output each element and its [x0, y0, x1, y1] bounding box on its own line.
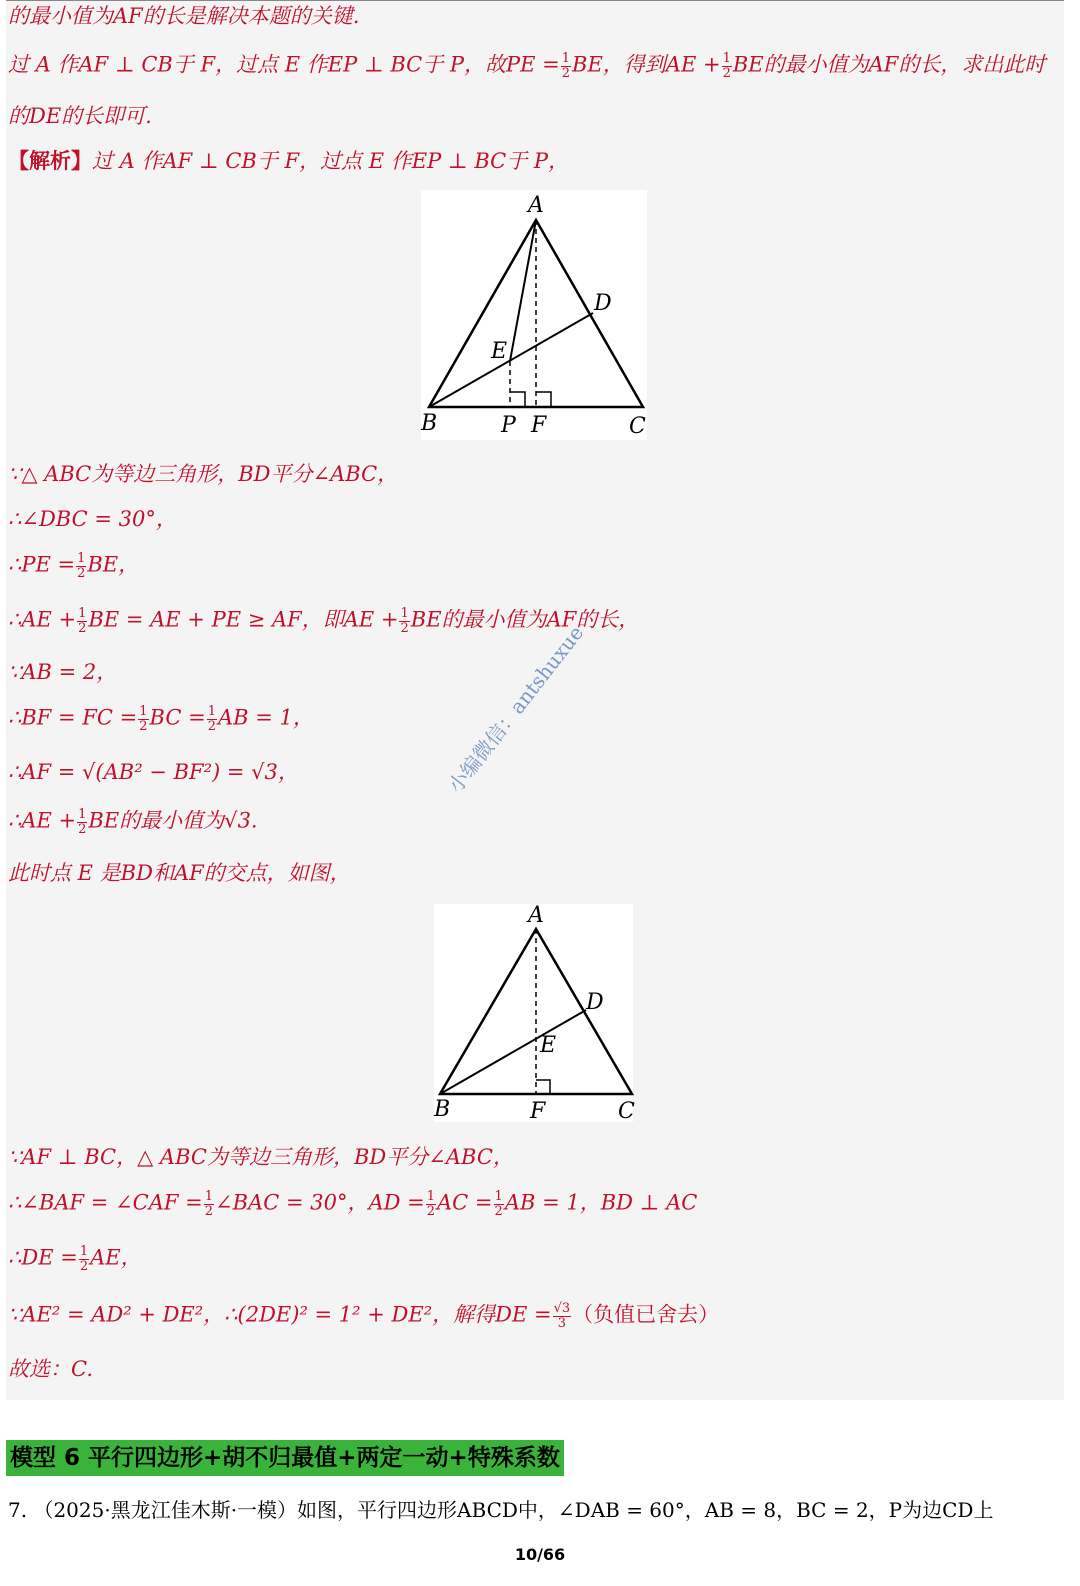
- denominator: 2: [78, 620, 87, 636]
- numerator: 1: [400, 606, 409, 621]
- label-F: F: [530, 1099, 546, 1124]
- text-segment: ∴AE +: [8, 808, 77, 833]
- fraction-half: [494, 1190, 504, 1218]
- analysis-text: 过 A 作AF ⊥ CB于 F，过点 E 作EP ⊥ BC于 P，: [92, 149, 570, 173]
- denominator: 2: [139, 718, 148, 734]
- step-13: [8, 1302, 719, 1330]
- numerator: 1: [77, 551, 86, 566]
- problem-statement: 7. （2025·黑龙江佳木斯·一模）如图，平行四边形ABCD中，∠DAB = 60°，AB = 8，BC = 2，P为边CD上: [8, 1498, 994, 1522]
- model-heading: 模型 6 平行四边形+胡不归最值+两定一动+特殊系数: [6, 1440, 564, 1476]
- step-1: ∵△ ABC为等边三角形，BD平分∠ABC，: [8, 462, 399, 486]
- denominator: 2: [494, 1203, 503, 1219]
- watermark-text: 小编微信：antshuxue: [443, 621, 589, 798]
- text-segment: ∴DE =: [8, 1245, 78, 1270]
- text-segment: ∴AE +: [8, 607, 77, 632]
- label-E: E: [491, 339, 508, 364]
- text-segment: BE，得到AE +: [572, 52, 721, 77]
- triangle-figure-1: [421, 190, 647, 440]
- text-segment: BE = AE + PE ≥ AF，即AE +: [88, 607, 399, 632]
- denominator: 2: [79, 1258, 89, 1274]
- step-8: [8, 808, 258, 836]
- fraction-half: [138, 705, 148, 733]
- right-angle-p: [510, 392, 525, 407]
- text-segment: ∴PE =: [8, 552, 76, 577]
- denominator: 2: [207, 718, 216, 734]
- text-segment: BE，: [87, 552, 140, 577]
- text-segment: ∴BF = FC =: [8, 705, 138, 730]
- text-segment: BE的最小值为AF的长，: [410, 607, 640, 632]
- label-E: E: [540, 1033, 557, 1058]
- label-C: C: [629, 414, 646, 439]
- fraction-half: [77, 607, 87, 635]
- numerator: 1: [426, 1189, 436, 1204]
- numerator: 1: [79, 1244, 89, 1259]
- label-A: A: [528, 903, 544, 928]
- solution-line-1: 的最小值为AF的长是解决本题的关键.: [8, 4, 360, 28]
- text-segment: AB = 1，: [217, 705, 314, 730]
- step-2: ∴∠DBC = 30°，: [8, 507, 177, 531]
- text-segment: ∴∠BAF = ∠CAF =: [8, 1190, 203, 1215]
- solution-line-3: 的DE的长即可.: [8, 104, 152, 128]
- right-angle-f: [536, 392, 551, 407]
- right-angle-f: [536, 1080, 550, 1094]
- solution-line-2: [8, 52, 1045, 80]
- segment-bd: [440, 1010, 586, 1094]
- label-D: D: [594, 291, 612, 316]
- denominator: 2: [77, 565, 86, 581]
- denominator: 2: [722, 65, 731, 81]
- label-D: D: [586, 990, 604, 1015]
- numerator: 1: [204, 1189, 214, 1204]
- step-10: ∵AF ⊥ BC，△ ABC为等边三角形，BD平分∠ABC，: [8, 1145, 514, 1169]
- text-segment: ∵AE² = AD² + DE²，∴(2DE)² = 1² + DE²，解得DE =: [8, 1302, 552, 1327]
- fraction-half: [204, 1190, 214, 1218]
- numerator: 1: [561, 51, 571, 66]
- label-P: P: [501, 413, 516, 438]
- text-segment: 过 A 作AF ⊥ CB于 F，过点 E 作EP ⊥ BC于 P，故PE =: [8, 52, 560, 77]
- text-segment: AC =: [437, 1190, 493, 1215]
- numerator: 1: [494, 1189, 503, 1204]
- page-number: 10/66: [514, 1545, 566, 1564]
- fraction-sqrt3-over-3: [553, 1302, 572, 1330]
- label-F: F: [531, 413, 547, 438]
- top-rule: [6, 0, 1064, 1]
- fraction-half: [77, 808, 87, 836]
- text-segment: BE的最小值为AF的长，求出此时: [732, 52, 1046, 77]
- label-B: B: [421, 411, 438, 436]
- fraction-half: [722, 52, 732, 80]
- analysis-line: [8, 148, 569, 174]
- step-7: ∴AF = √(AB² − BF²) = √3，: [8, 760, 299, 784]
- step-11: [8, 1190, 697, 1218]
- text-segment: （负值已舍去）: [572, 1302, 720, 1327]
- step-14: 故选：C.: [8, 1357, 93, 1381]
- analysis-label: 【解析】: [8, 148, 92, 173]
- label-B: B: [434, 1097, 451, 1122]
- step-12: [8, 1245, 142, 1273]
- denominator: 2: [561, 65, 571, 81]
- denominator: 2: [78, 821, 87, 837]
- fraction-half: [79, 1245, 89, 1273]
- numerator: 1: [78, 606, 87, 621]
- denominator: 2: [204, 1203, 214, 1219]
- label-C: C: [618, 1099, 635, 1124]
- step-5: ∵AB = 2，: [8, 660, 118, 684]
- step-3: [8, 552, 139, 580]
- text-segment: BE的最小值为√3.: [88, 808, 258, 833]
- fraction-half: [207, 705, 217, 733]
- step-4: [8, 607, 639, 635]
- step-9: 此时点 E 是BD和AF的交点，如图，: [8, 861, 351, 885]
- numerator: 1: [207, 704, 216, 719]
- text-segment: BC =: [149, 705, 206, 730]
- fraction-half: [426, 1190, 436, 1218]
- numerator: 1: [722, 51, 731, 66]
- denominator: 3: [557, 1315, 566, 1331]
- triangle-figure-2: [434, 904, 633, 1122]
- text-segment: AE，: [90, 1245, 142, 1270]
- denominator: 2: [426, 1203, 436, 1219]
- numerator: 1: [78, 807, 87, 822]
- label-A: A: [528, 193, 544, 218]
- fraction-half: [399, 607, 409, 635]
- fraction-half: [561, 52, 571, 80]
- fraction-half: [76, 552, 86, 580]
- denominator: 2: [400, 620, 409, 636]
- text-segment: ∠BAC = 30°，AD =: [215, 1190, 425, 1215]
- numerator: √3: [553, 1301, 571, 1316]
- numerator: 1: [139, 704, 148, 719]
- text-segment: AB = 1，BD ⊥ AC: [504, 1190, 698, 1215]
- step-6: [8, 705, 314, 733]
